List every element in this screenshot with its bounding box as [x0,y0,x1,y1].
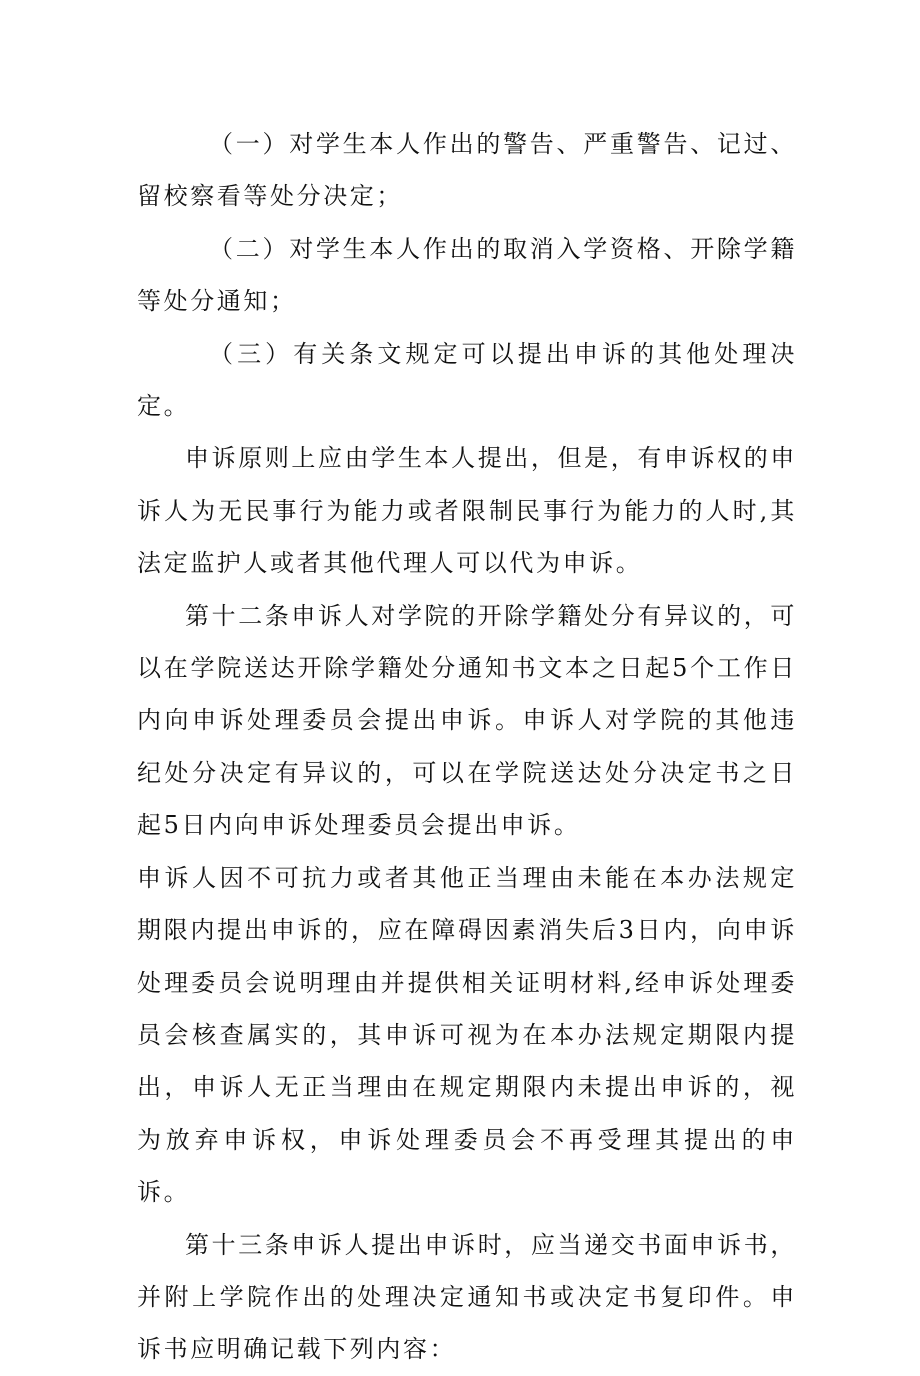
paragraph-item-2: （二）对学生本人作出的取消入学资格、开除学籍等处分通知； [137,234,797,316]
paragraph-appeal-principle: 申诉原则上应由学生本人提出，但是，有申诉权的申诉人为无民事行为能力或者限制民事行为能力的人时,其法定监护人或者其他代理人可以代为申诉。 [137,444,797,578]
paragraph-item-3: （三）有关条文规定可以提出申诉的其他处理决定。 [137,339,797,421]
document-body [137,118,797,1376]
paragraph-force-majeure: 申诉人因不可抗力或者其他正当理由未能在本办法规定期限内提出申诉的，应在障碍因素消失后3日内，向申诉处理委员会说明理由并提供相关证明材料,经申诉处理委员会核查属实的，其申诉可视为在本办法规定期限内提出，申诉人无正当理由在规定期限内未提出申诉的，视为放弃申诉权，申诉处理委员会不再受理其提出的申诉。 [137,863,797,1207]
paragraph-item-1: （一）对学生本人作出的警告、严重警告、记过、留校察看等处分决定； [137,130,797,211]
paragraph-article-13: 第十三条申诉人提出申诉时，应当递交书面申诉书，并附上学院作出的处理决定通知书或决定书复印件。申诉书应明确记载下列内容： [137,1230,797,1364]
paragraph-article-12: 第十二条申诉人对学院的开除学籍处分有异议的，可以在学院送达开除学籍处分通知书文本之日起5个工作日内向申诉处理委员会提出申诉。申诉人对学院的其他违纪处分决定有异议的，可以在学院送达处分决定书之日起5日内向申诉处理委员会提出申诉。 [137,601,797,840]
